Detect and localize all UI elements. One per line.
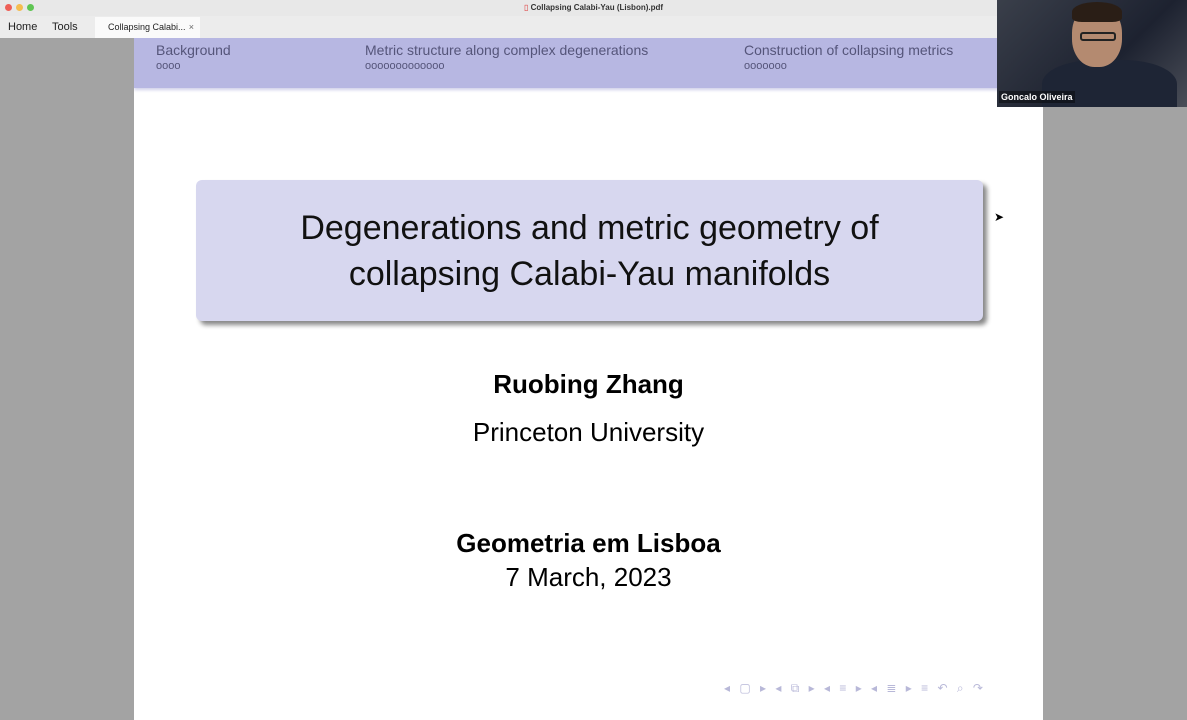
close-tab-icon[interactable]: × bbox=[188, 22, 194, 32]
minimize-window-button[interactable] bbox=[16, 4, 23, 11]
date: 7 March, 2023 bbox=[505, 562, 672, 592]
section-metric-structure[interactable] bbox=[365, 42, 648, 72]
slide bbox=[134, 38, 1043, 720]
author: Ruobing Zhang bbox=[493, 369, 684, 399]
participant-name: Goncalo Oliveira bbox=[1001, 92, 1073, 102]
title-line-1: Degenerations and metric geometry of bbox=[300, 209, 879, 247]
beamer-navigation-controls[interactable]: ◂ ▢ ▸ ◂ ⧉ ▸ ◂ ≡ ▸ ◂ ≣ ▸ ≡ ↶ ⌕ ↷ bbox=[724, 681, 986, 695]
webcam-video bbox=[997, 0, 1187, 107]
title-box bbox=[196, 180, 983, 321]
document-tab-label: Collapsing Calabi... bbox=[108, 22, 186, 32]
zoom-window-button[interactable] bbox=[27, 4, 34, 11]
pdf-file-icon: ▯ bbox=[523, 3, 529, 12]
section-label: Metric structure along complex degenerations bbox=[365, 42, 649, 58]
close-window-button[interactable] bbox=[5, 4, 12, 11]
frame-dots[interactable]: ooooooooooooo bbox=[365, 60, 445, 72]
section-construction[interactable] bbox=[744, 42, 953, 72]
section-background[interactable] bbox=[156, 42, 231, 72]
window-title: Collapsing Calabi-Yau (Lisbon).pdf bbox=[530, 3, 664, 12]
section-label: Background bbox=[156, 42, 231, 58]
title-line-2: collapsing Calabi-Yau manifolds bbox=[348, 255, 831, 293]
frame-dots[interactable]: oooo bbox=[156, 60, 181, 72]
section-navigation bbox=[134, 38, 1043, 88]
frame-dots[interactable]: ooooooo bbox=[744, 60, 787, 72]
home-tab[interactable]: Home bbox=[8, 21, 38, 33]
document-tab[interactable] bbox=[95, 17, 200, 38]
mouse-cursor-icon: ➤ bbox=[994, 210, 1005, 224]
affiliation: Princeton University bbox=[472, 417, 705, 447]
person-glasses bbox=[1080, 32, 1116, 41]
section-label: Construction of collapsing metrics bbox=[744, 42, 954, 58]
tools-tab[interactable]: Tools bbox=[52, 21, 78, 33]
event: Geometria em Lisboa bbox=[456, 528, 721, 558]
